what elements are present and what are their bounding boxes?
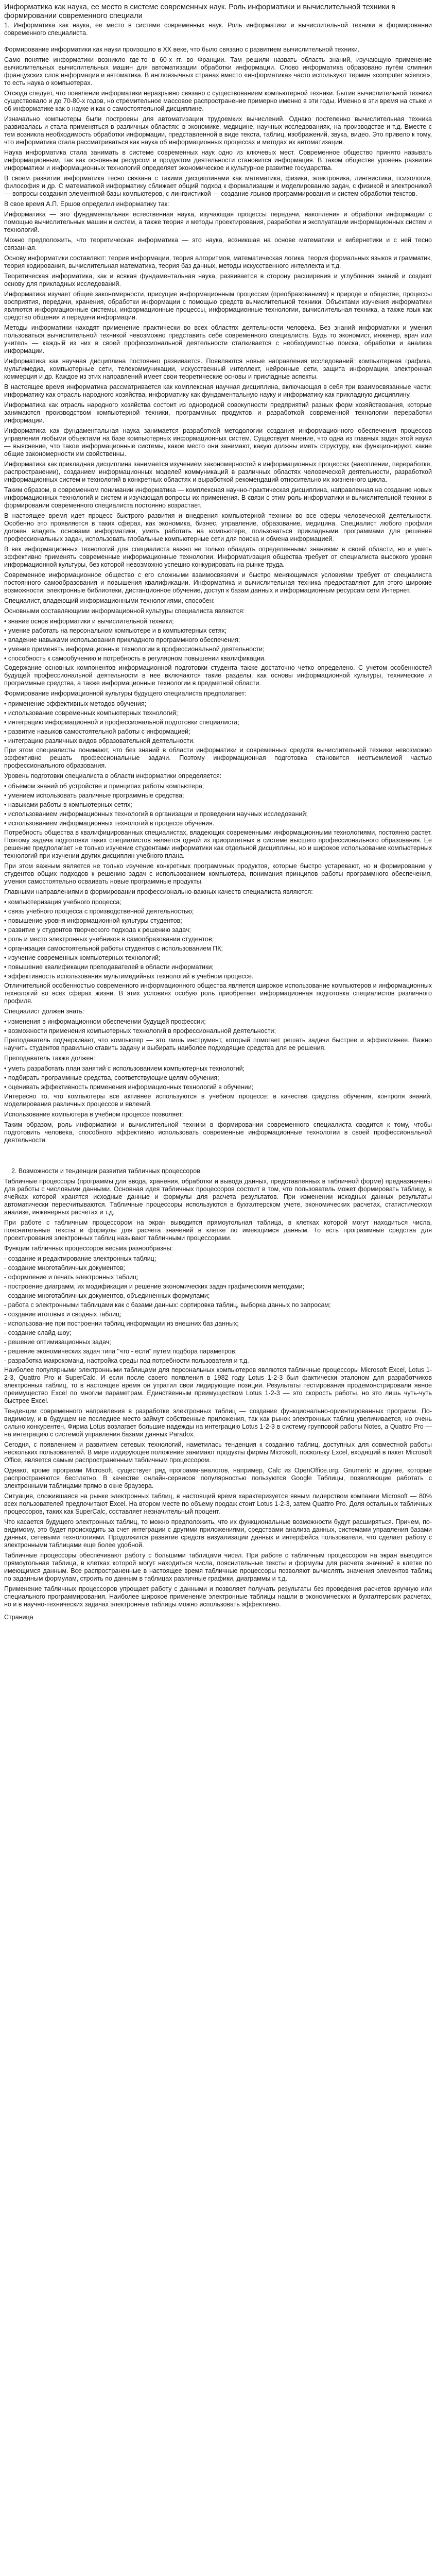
paragraph: В свое время А.П. Ершов определил информатику так: bbox=[4, 200, 169, 208]
list-item: • применение эффективных методов обучения; bbox=[4, 700, 147, 707]
bullet-list-6 bbox=[4, 1065, 432, 1091]
paragraph: Информатика как научная дисциплина постоянно развивается. Появляются новые направления исследований: компьютерная графика, мультимедиа, компьютерные сети, телекоммуникации, искусственный интеллект, нейронные сети, защита информации, электронная коммерция и др. Каждое из этих направлений имеет свои теоретические основы и прикладные аспекты. bbox=[4, 358, 432, 380]
bullet-list-3 bbox=[4, 783, 432, 827]
list-item: - создание слайд-шоу; bbox=[4, 1329, 72, 1336]
paragraph: Специалист должен знать: bbox=[4, 1008, 84, 1015]
paragraph: Преподаватель подчеркивает, что компьютер — это лишь инструмент, который помогает решать задачи быстрее и эффективнее. Важно научить студентов правильно ставить задачу и выбирать наиболее подходящие средства для ее решения. bbox=[4, 1037, 432, 1052]
bullet-list-1 bbox=[4, 618, 432, 663]
list-item: - создание итоговых и сводных таблиц; bbox=[4, 1311, 121, 1318]
list-item: • связь учебного процесса с производственной деятельностью; bbox=[4, 908, 194, 915]
list-item: • использование современных компьютерных технологий; bbox=[4, 709, 178, 717]
list-item: - создание многотабличных документов, объединенных формулами; bbox=[4, 1292, 210, 1299]
paragraph: Отличительной особенностью современного информационного общества является широкое использование компьютеров и информационных технологий во всех сферах жизни. В этих условиях особую роль приобретает информационная подготовка специалистов различного профиля. bbox=[4, 982, 432, 1005]
list-item: - решение экономических задач типа "что - если" путем подбора параметров; bbox=[4, 1348, 237, 1355]
paragraph: Однако, кроме программ Microsoft, существует ряд программ-аналогов, например, Calc из OpenOffice.org, Gnumeric и другие, которые распространяются бесплатно. В качестве онлайн-сервисов популярностью пользуются Google Таблицы, позволяющие работать с электронными таблицами прямо в окне браузера. bbox=[4, 1467, 432, 1489]
paragraph: Интересно то, что компьютеры все активнее используются в учебном процессе: в качестве средства обучения, контроля знаний, моделирования различных процессов и явлений. bbox=[4, 1093, 432, 1108]
paragraph: Потребность общества в квалифицированных специалистах, владеющих современными информационными технологиями, постоянно растет. Поэтому задача подготовки таких специалистов является одной из приоритетных в системе высшего профессионального образования. Ее решение предполагает не только изучение студентами информатики как отдельной дисциплины, но и широкое использование компьютерных технологий при изучении других дисциплин учебного плана. bbox=[4, 829, 432, 859]
section-5-body bbox=[4, 982, 432, 1015]
section-heading-2: 2. Возможности и тенденции развития табличных процессоров. bbox=[11, 1167, 202, 1175]
paragraph: Таким образом, роль информатики и вычислительной техники в формировании современного специалиста сводится к тому, чтобы подготовить человека, способного эффективно использовать современные информационные технологии в своей профессиональной деятельности. bbox=[4, 1121, 432, 1144]
section-4-body bbox=[4, 829, 432, 896]
paragraph: Само понятие информатики возникло где-то в 60-х гг. во Франции. Там решили назвать область знаний, изучающую применение вычислительных вычислительных машин для автоматизации обработки информации. Слово информатика образовано путём слияния французских слов информация и автоматика. В англоязычных странах вместо «информатика» часто используют термин «computer science», то есть наука о компьютерах. bbox=[4, 56, 432, 87]
spacer bbox=[4, 40, 432, 46]
list-item: - использование при построении таблиц информации из внешних баз данных; bbox=[4, 1320, 239, 1327]
list-item: • использованием информационных технологий в организации и проведении научных исследований; bbox=[4, 810, 308, 818]
list-item: • интеграцию различных видов образовательной деятельности. bbox=[4, 737, 195, 744]
paragraph: Информатика как отрасль народного хозяйства состоит из однородной совокупности предприятий разных форм хозяйствования, которые занимаются производством компьютерной техники, программных продуктов и разработкой современной технологии переработки информации. bbox=[4, 401, 432, 424]
paragraph: Наиболее популярными электронными таблицами для персональных компьютеров являются табличные процессоры Microsoft Excel, Lotus 1-2-3, Quattro Pro и SuperCalc. И если после своего появления в 1982 году Lotus 1-2-3 был фактически эталоном для разработчиков электронных таблиц, то в настоящее время он утратил свои лидирующие позиции. Результаты тестирования продемонстрировали явное преимущество Excel по многим параметрам. Единственным преимуществом Lotus 1-2-3 — это скорость работы, но это лишь чуть-чуть быстрее Excel. bbox=[4, 1366, 432, 1404]
paragraph: Основу информатики составляют: теория информации, теория алгоритмов, математическая логика, теория формальных языков и грамматик, теория кодирования, вычислительная математика, теория баз данных, методы искусственного интеллекта и т.д. bbox=[4, 255, 432, 269]
list-item: • повышение уровня информационной культуры студентов; bbox=[4, 917, 182, 924]
section-7-body bbox=[4, 1093, 432, 1144]
paragraph: Специалист, владеющий информационными технологиями, способен: bbox=[4, 597, 215, 604]
paragraph: Преподаватель также должен: bbox=[4, 1055, 95, 1062]
list-item: • повышение квалификации преподавателей в области информатики; bbox=[4, 963, 214, 971]
section-3-body bbox=[4, 747, 432, 780]
list-item: - построение диаграмм, их модификация и решение экономических задач графическими методами; bbox=[4, 1283, 305, 1290]
list-item: • уметь разработать план занятий с использованием компьютерных технологий; bbox=[4, 1065, 245, 1072]
list-item: • умение работать на персональном компьютере и в компьютерных сетях; bbox=[4, 627, 227, 634]
bullet-list-7 bbox=[4, 1255, 432, 1365]
section-heading-1: 1. Информатика как наука, ее место в системе современных наук. Роль информатики и вычислительной техники в формировании современного специалиста. bbox=[4, 22, 432, 37]
paragraph: В настоящее время информатика рассматривается как комплексная научная дисциплина, включающая в себя три взаимосвязанные части: информатику как отрасль народного хозяйства, информатику как фундаментальную науку и информатику как прикладную дисциплину. bbox=[4, 383, 432, 398]
paragraph: Таким образом, в современном понимании информатика — комплексная научно-практическая дисциплина, направленная на создание новых информационных технологий и систем и изучающая вопросы их применения. В связи с этим роль информатики и вычислительной техники в формировании современного специалиста постоянно возрастает. bbox=[4, 486, 432, 509]
paragraph: Главными направлениями в формировании профессионально-важных качеств специалиста являются: bbox=[4, 888, 313, 895]
list-item: - разработка макрокоманд, настройка среды под потребности пользователя и т.д. bbox=[4, 1357, 249, 1364]
section-9-body bbox=[4, 1366, 432, 1608]
paragraph: Информатика как прикладная дисциплина занимается изучением закономерностей в информационных процессах (накоплении, переработке, распространении), созданием информационных моделей коммуникаций в различных областях человеческой деятельности, разработкой информационных систем и технологий в конкретных областях и выработкой рекомендаций относительно их жизненного цикла. bbox=[4, 461, 432, 483]
paragraph: Что касается будущего электронных таблиц, то можно предположить, что их функциональные возможности будут расширяться. Причем, по-видимому, это будет происходить за счет интеграции с другими приложениями, средствами анализа данных, системами управления базами данных, сетевыми технологиями. Продолжится развитие средств визуализации данных и интерфейса пользователя, что сделает работу с электронными таблицами еще более удобной. bbox=[4, 1518, 432, 1549]
paragraph: Информатика — это фундаментальная естественная наука, изучающая процессы передачи, накопления и обработки информации с помощью вычислительных машин и систем, а также теория и методы проектирования, разработки и эксплуатации информационных систем и технологий. bbox=[4, 211, 432, 233]
list-item: - создание многотабличных документов; bbox=[4, 1264, 125, 1272]
paragraph: В своем развитии информатика тесно связана с такими дисциплинами как математика, физика, электроника, лингвистика, психология, философия и др. С математикой информатику сближает общий подход к формализации и моделированию задач, с физикой и электроникой — вопросы создания элементной базы компьютеров, с лингвистикой — создание языков программирования и систем обработки текстов. bbox=[4, 175, 432, 197]
paragraph: При этом важным является не только изучение конкретных программных продуктов, которые быстро устаревают, но и формирование у студентов общих подходов к решению задач с использованием компьютера, понимания принципов работы программного обеспечения, умения самостоятельно осваивать новые программные продукты. bbox=[4, 862, 432, 885]
paragraph: Ситуация, сложившаяся на рынке электронных таблиц, в настоящий время характеризуется явным лидерством компании Microsoft — 80% всех пользователей предпочитают Excel. На втором месте по объему продаж стоит Lotus 1-2-3, затем Quattro Pro. Доля остальных табличных процессоров, таких как SuperCalc, составляет незначительный процент. bbox=[4, 1493, 432, 1515]
section-2-body bbox=[4, 664, 432, 698]
paragraph: Информатика изучает общие закономерности, присущие информационным процессам (преобразованиям) в природе и обществе, процессы восприятия, передачи, хранения, обработки информации с помощью средств вычислительной техники. Объектами изучения информатики являются информационные системы, информационные процессы, информационные технологии, вычислительная техника, а также язык как средство общения и передачи информации. bbox=[4, 291, 432, 321]
paragraph: Табличные процессоры обеспечивают работу с большими таблицами чисел. При работе с табличным процессором на экран выводится прямоугольная таблица, в клетках которой могут находиться числа, пояснительные тексты и формулы для расчета значений в клетке по имеющимся данным. Все распространенные в настоящее время табличные процессоры позволяют вычислять значения элементов таблиц по заданным формулам, строить по данным в таблицах различные графики, диаграммы и т.д. bbox=[4, 1552, 432, 1582]
document-title: Информатика как наука, ее место в системе современных наук. Роль информатики и вычислительной техники в формировании современного специали bbox=[4, 3, 395, 20]
paragraph: Информатика как фундаментальная наука занимается разработкой методологии создания информационного обеспечения процессов управления любыми объектами на базе компьютерных информационных систем. Существует мнение, что одна из главных задач этой науки — выяснение, что такое информационные системы, какое место они занимают, какую должны иметь структуру, как функционируют, какие общие закономерности им свойственны. bbox=[4, 427, 432, 457]
paragraph: Методы информатики находят применение практически во всех областях деятельности человека. Без знаний информатики и умения пользоваться вычислительной техникой невозможно представить себе современного специалиста. Будь то экономист, инженер, врач или учитель — каждый из них в своей профессиональной деятельности сталкивается с необходимостью поиска, обработки и анализа информации. bbox=[4, 324, 432, 354]
list-item: - оформление и печать электронных таблиц; bbox=[4, 1274, 138, 1281]
list-item: • развитие навыков самостоятельной работы с информацией; bbox=[4, 728, 190, 735]
list-item: • развитие у студентов творческого подхода к решению задач; bbox=[4, 926, 191, 934]
paragraph: Уровень подготовки специалиста в области информатики определяется: bbox=[4, 772, 222, 779]
list-item: • изменения в информационном обеспечении будущей профессии; bbox=[4, 1018, 206, 1025]
list-item: • возможности применения компьютерных технологий в профессиональной деятельности; bbox=[4, 1027, 276, 1035]
paragraph: Современное информационное общество с его сложными взаимосвязями и быстро меняющимися условиями требует от специалиста постоянного самообразования и повышения квалификации. Информатика и вычислительная техника предоставляют для этого широкие возможности: электронные библиотеки, дистанционное обучение, доступ к базам данных и информационным ресурсам сети Интернет. bbox=[4, 571, 432, 594]
list-item: • подбирать программные средства, соответствующие целям обучения; bbox=[4, 1074, 219, 1081]
list-item: • использованием информационных технологий в процессе обучения. bbox=[4, 820, 215, 827]
paragraph: Применение табличных процессоров упрощает работу с данными и позволяет получать результаты без проведения расчетов вручную или специального программирования. Наиболее широкое применение электронные таблицы нашли в экономических и бухгалтерских расчетах, но и в научно-технических задачах электронные таблицы можно использовать эффективно. bbox=[4, 1585, 432, 1608]
paragraph: Табличные процессоры (программы для ввода, хранения, обработки и вывода данных, представленных в табличной форме) предназначены для работы с числовыми данными. Основная идея табличных процессоров состоит в том, что пользователь может формировать таблицу, в ячейках которой хранятся исходные данные и формулы для расчета результатов. При изменении исходных данных результаты автоматически пересчитываются. Табличные процессоры используются в бухгалтерском учете, экономических расчетах, статистическом анализе, инженерных расчетах и т.д. bbox=[4, 1178, 432, 1216]
paragraph: Можно предположить, что теоретическая информатика — это наука, возникшая на основе математики и кибернетики и с ней тесно связанная. bbox=[4, 236, 432, 251]
list-item: • компьютеризация учебного процесса; bbox=[4, 899, 121, 906]
page-footer: Страница bbox=[4, 1614, 33, 1621]
paragraph: Основными составляющими информационной культуры специалиста являются: bbox=[4, 607, 245, 615]
section-6-body bbox=[4, 1037, 432, 1062]
paragraph: Теоретическая информатика, как и всякая фундаментальная наука, развивается в сторону расширения и углубления знаний и создает основу для прикладных исследований. bbox=[4, 273, 432, 287]
spacer bbox=[4, 1147, 432, 1167]
list-item: • интеграцию информационной и профессиональной подготовки специалиста; bbox=[4, 719, 239, 726]
paragraph: В век информационных технологий для специалиста важно не только обладать определенными знаниями в своей области, но и уметь эффективно применять современные информационные технологии. Информатизация общества требует от специалиста высокого уровня информационной культуры, без которой невозможно успешно конкурировать на рынке труда. bbox=[4, 546, 432, 568]
paragraph: Функции табличных процессоров весьма разнообразны: bbox=[4, 1245, 173, 1252]
list-item: • изучение современных компьютерных технологий; bbox=[4, 954, 161, 961]
paragraph: Формирование информационной культуры будущего специалиста предполагает: bbox=[4, 690, 247, 697]
paragraph: Использование компьютера в учебном процессе позволяет: bbox=[4, 1111, 184, 1118]
paragraph: Изначально компьютеры были построены для автоматизации трудоемких вычислений. Однако постепенно вычислительная техника развивалась и стала применяться в различных областях: в экономике, медицине, научных исследованиях, на производстве и т.д. Вместе с тем возникла необходимость обработки информации, представленной в виде текста, таблиц, изображений, звука, видео. Это привело к тому, что информатика стала рассматриваться как наука об информационных процессах и методах их автоматизации. bbox=[4, 115, 432, 146]
list-item: • объемом знаний об устройстве и принципах работы компьютера; bbox=[4, 783, 204, 790]
list-item: • оценивать эффективность применения информационных технологий в обучении; bbox=[4, 1083, 254, 1091]
paragraph: Отсюда следует, что появление информатики неразрывно связано с существованием компьютерной техники. Бытие вычислительной техники существовало и до 70-80-х годов, но стремительное массовое распространение примерно именно в эти годы. Именно в эти время на стыке и об информатике как о науке и как о самостоятельной дисциплине. bbox=[4, 90, 432, 112]
paragraph: При работе с табличным процессором на экран выводится прямоугольная таблица, в клетках которой могут находиться числа, пояснительные тексты и формулы для расчета значений в клетке по имеющимся данным. То есть программные средства для проектирования электронных таблиц называют табличными процессорами. bbox=[4, 1219, 432, 1242]
bullet-list-4 bbox=[4, 899, 432, 980]
paragraph: При этом специалисты понимают, что без знаний в области информатики и современных средств вычислительной техники невозможно эффективно решать профессиональные задачи. Поэтому информационная подготовка становится неотъемлемой частью профессионального образования. bbox=[4, 747, 432, 769]
section-1-body bbox=[4, 46, 432, 615]
list-item: • знание основ информатики и вычислительной техники; bbox=[4, 618, 174, 625]
paragraph: Тенденции современного направления в разработке электронных таблиц — создание функционально-ориентированных программ. По-видимому, и в будущем не последнее место займут собственные приложения, так как рынок электронных таблиц увеличивается, но очень сильно конкурентен. Фирма Lotus возлагает большие надежды на интеграцию Lotus 1-2-3 в систему групповой работы Notes, а Quattro Pro — на интеграцию с системой управления базами данных Paradox. bbox=[4, 1408, 432, 1438]
paragraph: Формирование информатики как науки произошло в XX веке, что было связано с развитием вычислительной техники. bbox=[4, 46, 360, 53]
section-8-body bbox=[4, 1178, 432, 1252]
list-item: • владение навыками использования прикладного программного обеспечения; bbox=[4, 636, 240, 643]
list-item: - решение оптимизационных задач; bbox=[4, 1338, 111, 1346]
paragraph: Сегодня, с появлением и развитием сетевых технологий, наметилась тенденция к созданию таблиц, доступных для совместной работы нескольких пользователей. В мире лидирующее положение занимают продукты фирмы Microsoft, поскольку Excel, входящий в пакет Microsoft Office, является самым распространенным табличным процессором. bbox=[4, 1441, 432, 1464]
list-item: - работа с электронными таблицами как с базами данных: сортировка таблиц, выборка данных по запросам; bbox=[4, 1301, 331, 1309]
list-item: • эффективность использования мультимедийных технологий в учебном процессе. bbox=[4, 973, 254, 980]
paragraph: Наука информатика стала занимать в системе современных наук одно из ключевых мест. Современное общество принято называть информационным, так как основным ресурсом и продуктом деятельности становится информация. В таком обществе уровень развития информатики и информационных технологий определяет экономическое и культурное развитие государства. bbox=[4, 149, 432, 172]
list-item: • умение применять информационные технологии в профессиональной деятельности; bbox=[4, 646, 265, 653]
list-item: • способность к самообучению и потребность в регулярном повышении квалификации. bbox=[4, 655, 266, 662]
list-item: - создание и редактирование электронных таблиц; bbox=[4, 1255, 156, 1262]
bullet-list-2 bbox=[4, 700, 432, 745]
list-item: • умением использовать различные программные средства; bbox=[4, 792, 184, 799]
list-item: • роль и место электронных учебников в самообразовании студентов; bbox=[4, 936, 214, 943]
list-item: • навыками работы в компьютерных сетях; bbox=[4, 801, 132, 808]
bullet-list-5 bbox=[4, 1018, 432, 1035]
paragraph: Содержание основных компонентов информационной подготовки студента также достаточно четко определено. С учетом особенностей будущей профессиональной деятельности в нее включаются такие разделы, как основы информационной культуры, технические и программные средства, а также информационные технологии в предметной области. bbox=[4, 664, 432, 687]
paragraph: В настоящее время идет процесс быстрого развития и внедрения компьютерной техники во все сферы человеческой деятельности. Особенно это проявляется в таких сферах, как экономика, бизнес, управление, образование, медицина. Специалист любого профиля должен владеть основами информатики, уметь работать на компьютере, пользоваться прикладными программами для решения профессиональных задач, использовать глобальные компьютерные сети для поиска и обмена информацией. bbox=[4, 512, 432, 543]
list-item: • организация самостоятельной работы студентов с использованием ПК; bbox=[4, 945, 223, 952]
